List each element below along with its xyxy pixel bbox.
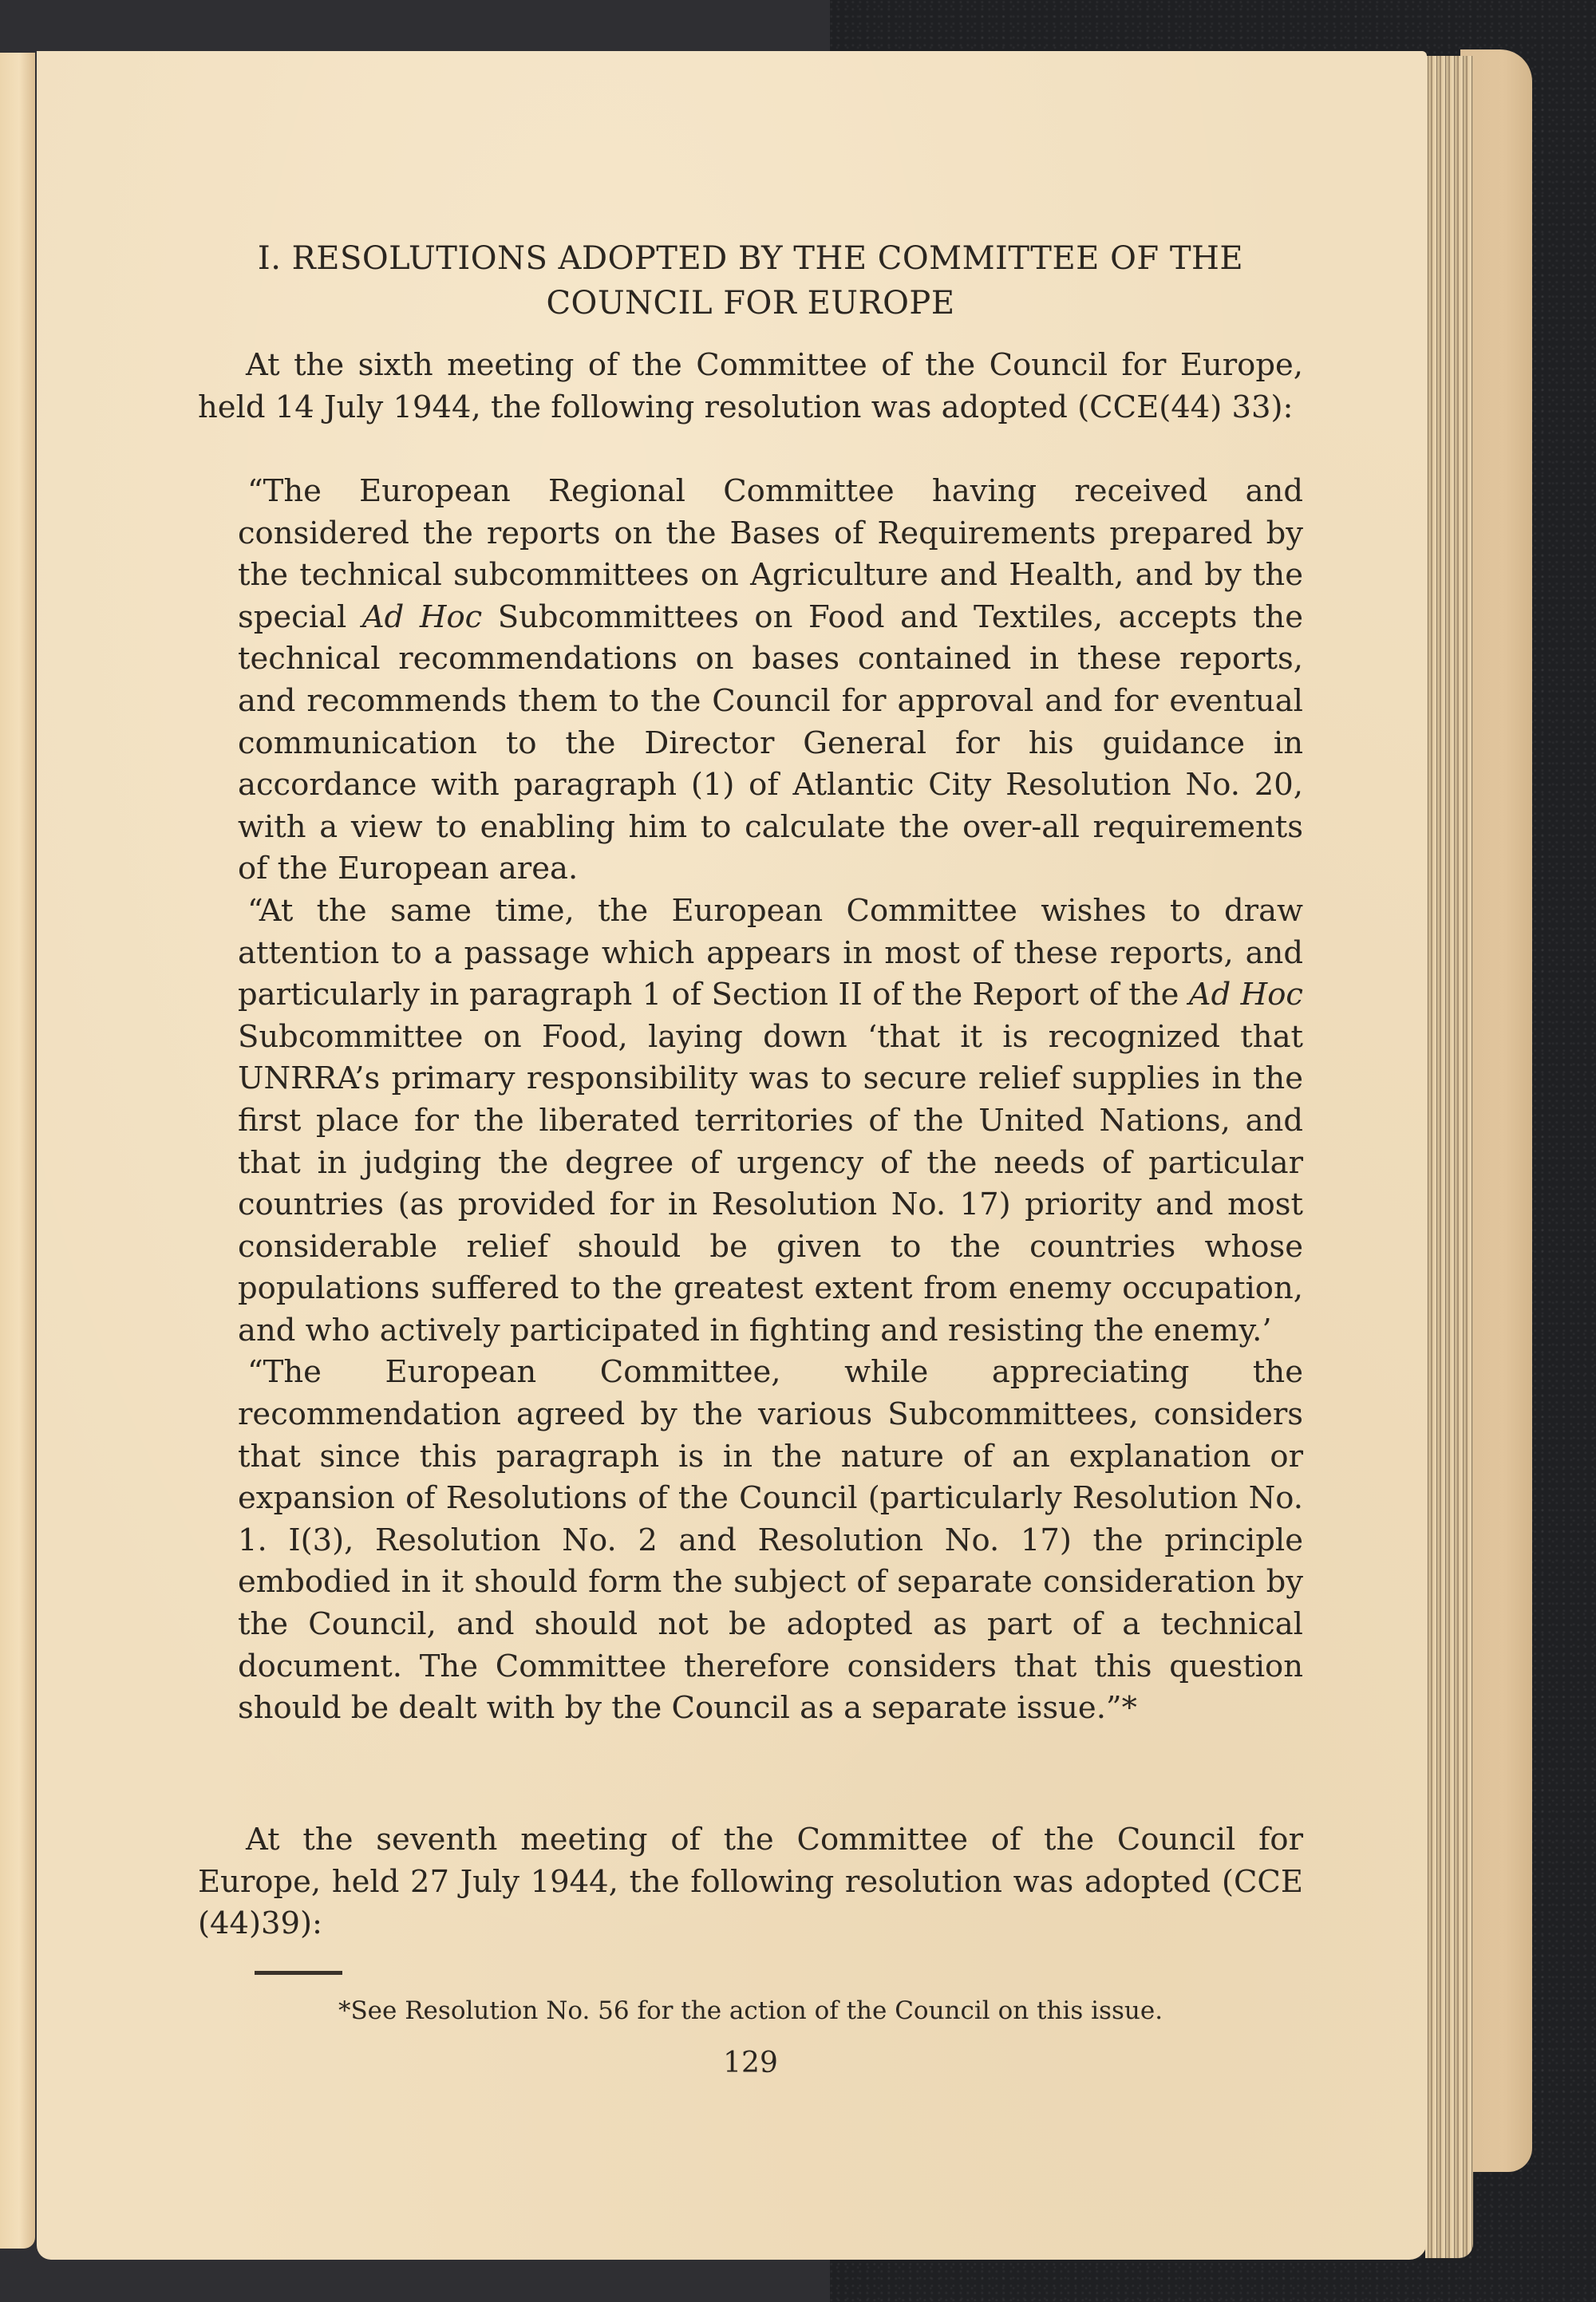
heading-line-1: I. RESOLUTIONS ADOPTED BY THE COMMITTEE OF THE <box>257 240 1244 277</box>
footnote: *See Resolution No. 56 for the action of the Council on this issue. <box>338 1996 1163 2025</box>
facing-page-edge <box>0 53 35 2249</box>
page-stack-edge <box>1425 56 1473 2258</box>
italic-ad-hoc: Ad Hoc <box>1188 977 1303 1013</box>
closing-paragraph: At the seventh meeting of the Committee of the Council for Europe, held 27 July 1944, the following resolution was adopted (CCE (44)39): <box>198 1822 1303 1942</box>
quote-paragraph-2: “At the same time, the European Committee wishes to draw attention to a passage which appears in most of these reports, and particularly in paragraph 1 of Section II of the Report of the Ad Hoc Subcommittee on Food, laying down ‘that it is recognized that UNRRA’s primary responsibility was to secure relief supplies in the first place for the liberated territories of the United Nations, and that in judging the degree of urgency of the needs of particular countries (as provided for in Resolution No. 17) priority and most considerable relief should be given to the countries whose populations suffered to the greatest extent from enemy occupation, and who actively participated in fighting and resisting the enemy.’ <box>238 892 1303 1348</box>
resolution-quote-block <box>238 471 1303 1730</box>
quote-paragraph-3: “The European Committee, while appreciating the recommendation agreed by the various Subcommittees, considers that since this paragraph is in the nature of an explanation or expansion of Resolutions of the Council (particularly Resolution No. 1. I(3), Resolution No. 2 and Resolution No. 17) the principle embodied in it should form the subject of separate consideration by the Council, and should not be adopted as part of a technical document. The Committee therefore considers that this question should be dealt with by the Council as a separate issue.”* <box>238 1354 1303 1727</box>
footnote-divider <box>255 1971 342 1975</box>
intro-block <box>198 345 1303 428</box>
section-heading <box>198 236 1303 326</box>
page-number: 129 <box>723 2047 778 2079</box>
heading-line-2: COUNCIL FOR EUROPE <box>546 285 955 322</box>
italic-ad-hoc: Ad Hoc <box>361 598 483 635</box>
closing-block <box>198 1819 1303 1945</box>
quote-paragraph-1: “The European Regional Committee having received and considered the reports on the Bases of Requirements prepared by the technical subcommittees on Agriculture and Health, and by the special Ad Hoc Subcommittees on Food and Textiles, accepts the technical recommendations on bases contained in these reports, and recommends them to the Council for approval and for eventual communication to the Director General for his guidance in accordance with paragraph (1) of Atlantic City Resolution No. 20, with a view to enabling him to calculate the over-all requirements of the European area. <box>238 473 1303 887</box>
book-page <box>37 51 1427 2260</box>
intro-paragraph: At the sixth meeting of the Committee of the Council for Europe, held 14 July 1944, the following resolution was adopted (CCE(44) 33): <box>198 347 1303 425</box>
